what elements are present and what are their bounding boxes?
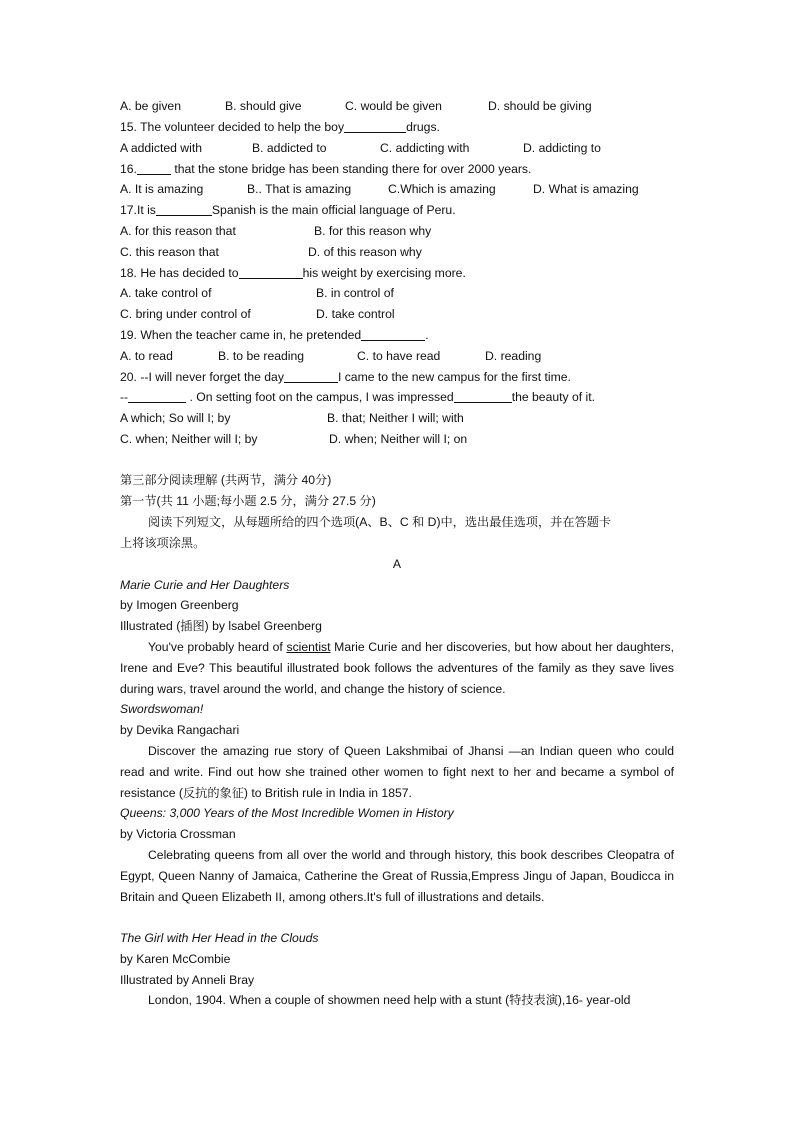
q18-blank[interactable]: [239, 266, 303, 279]
q20-line2-after: the beauty of it.: [511, 390, 596, 404]
q20-option-d[interactable]: D. when; Neither will I; on: [329, 432, 468, 446]
q19-stem-before: 19. When the teacher came in, he pretended: [120, 328, 362, 342]
q16-option-b[interactable]: B.. That is amazing: [247, 182, 352, 196]
q20-blank-3[interactable]: [454, 390, 512, 403]
q18-option-c[interactable]: C. bring under control of: [120, 307, 251, 321]
q14-option-d[interactable]: D. should be giving: [488, 99, 592, 113]
part3-section1-title: 第一节(共 11 小题;每小题 2.5 分，满分 27.5 分): [120, 494, 376, 508]
q17-option-c[interactable]: C. this reason that: [120, 245, 219, 259]
q20-line1-before: 20. --I will never forget the day: [120, 370, 284, 384]
q14-option-c[interactable]: C. would be given: [345, 99, 442, 113]
q18-option-b[interactable]: B. in control of: [316, 286, 394, 300]
book-1-title: Marie Curie and Her Daughters: [120, 578, 290, 592]
q19-option-d[interactable]: D. reading: [485, 349, 542, 363]
q14-option-a[interactable]: A. be given: [120, 99, 181, 113]
q18-stem-after: his weight by exercising more.: [302, 266, 466, 280]
q16-stem-after: that the stone bridge has been standing there for over 2000 years.: [170, 162, 532, 176]
q15-option-d[interactable]: D. addicting to: [523, 141, 601, 155]
book-2-title: Swordswoman!: [120, 702, 204, 716]
question-20-line-2: [120, 389, 595, 406]
q19-option-a[interactable]: A. to read: [120, 349, 173, 363]
q19-stem-after: .: [425, 328, 429, 342]
book-2-author: by Devika Rangachari: [120, 723, 240, 737]
q17-option-b[interactable]: B. for this reason why: [314, 224, 432, 238]
book-3-author: by Victoria Crossman: [120, 827, 236, 841]
question-17: [120, 202, 456, 219]
q20-line1-after: I came to the new campus for the first time.: [337, 370, 571, 384]
q16-stem-before: 16.: [120, 162, 137, 176]
reading-instruction-line-1: 阅读下列短文，从每题所给的四个选项(A、B、C 和 D)中，选出最佳选项，并在答题卡: [148, 515, 612, 529]
q15-stem-before: 15. The volunteer decided to help the boy: [120, 120, 345, 134]
question-16: [120, 161, 531, 178]
book-4-description: London, 1904. When a couple of showmen need help with a stunt (特技表演),16- year-old: [148, 993, 631, 1007]
book-2-description: Discover the amazing rue story of Queen Lakshmibai of Jhansi —an Indian queen who could read and write. Find out how she trained other women to fight next to her and became a symbol of resistance (反抗的象征) to British rule in India in 1857.: [120, 744, 674, 800]
part3-title: 第三部分阅读理解 (共两节，满分 40分): [120, 473, 332, 487]
q15-option-a[interactable]: A addicted with: [120, 141, 202, 155]
question-18: [120, 265, 466, 282]
question-20-line-1: [120, 369, 571, 386]
book-4-title: The Girl with Her Head in the Clouds: [120, 931, 319, 945]
q17-blank[interactable]: [156, 203, 212, 216]
q15-option-b[interactable]: B. addicted to: [252, 141, 327, 155]
q17-option-d[interactable]: D. of this reason why: [308, 245, 422, 259]
book-1-description: [120, 637, 674, 699]
book-3-description: Celebrating queens from all over the world and through history, this book describes Cleopatra of Egypt, Queen Nanny of Jamaica, Catherine the Great of Russia,Empress Jingu of Japan, Boudicca in Britain and Queen Elizabeth II, among others.It's full of illustrations and details.: [120, 848, 674, 904]
q20-blank-1[interactable]: [284, 370, 338, 383]
book-1-desc-pre: You've probably heard of: [148, 640, 287, 654]
q17-stem-before: 17.It is: [120, 203, 156, 217]
q20-option-b[interactable]: B. that; Neither I will; with: [327, 411, 464, 425]
q19-option-c[interactable]: C. to have read: [357, 349, 441, 363]
q18-stem-before: 18. He has decided to: [120, 266, 239, 280]
book-1-desc-post: Marie Curie and her discoveries, but how about her daughters, Irene and Eve? This beautiful illustrated book follows the adventures of the family as they save lives during wars, travel around the world, and change the history of science.: [120, 640, 674, 696]
book-4-author: by Karen McCombie: [120, 952, 231, 966]
book-4-illustrator: Illustrated by Anneli Bray: [120, 973, 255, 987]
q15-option-c[interactable]: C. addicting with: [380, 141, 470, 155]
book-3-title: Queens: 3,000 Years of the Most Incredible Women in History: [120, 806, 454, 820]
q20-line2-mid: . On setting foot on the campus, I was impressed: [186, 390, 454, 404]
q15-stem-after: drugs.: [406, 120, 440, 134]
q15-blank[interactable]: [344, 120, 406, 133]
q14-option-b[interactable]: B. should give: [225, 99, 302, 113]
q16-option-d[interactable]: D. What is amazing: [533, 182, 639, 196]
q18-option-d[interactable]: D. take control: [316, 307, 395, 321]
q17-stem-after: Spanish is the main official language of Peru.: [211, 203, 456, 217]
q20-option-a[interactable]: A which; So will I; by: [120, 411, 231, 425]
q19-blank[interactable]: [361, 328, 425, 341]
q16-blank[interactable]: [137, 162, 171, 175]
scientist-underlined-word: scientist: [286, 640, 331, 654]
q16-option-c[interactable]: C.Which is amazing: [388, 182, 496, 196]
passage-label: A: [392, 557, 402, 571]
q17-option-a[interactable]: A. for this reason that: [120, 224, 236, 238]
question-15: [120, 119, 440, 136]
q19-option-b[interactable]: B. to be reading: [218, 349, 305, 363]
q16-option-a[interactable]: A. It is amazing: [120, 182, 204, 196]
question-19: [120, 327, 429, 344]
q18-option-a[interactable]: A. take control of: [120, 286, 212, 300]
q20-option-c[interactable]: C. when; Neither will I; by: [120, 432, 258, 446]
q20-line2-before: --: [120, 390, 129, 404]
reading-instruction-line-2: 上将该项涂黑。: [120, 536, 206, 550]
q20-blank-2[interactable]: [128, 390, 186, 403]
book-1-illustrator: Illustrated (插图) by lsabel Greenberg: [120, 619, 322, 633]
book-1-author: by Imogen Greenberg: [120, 598, 239, 612]
